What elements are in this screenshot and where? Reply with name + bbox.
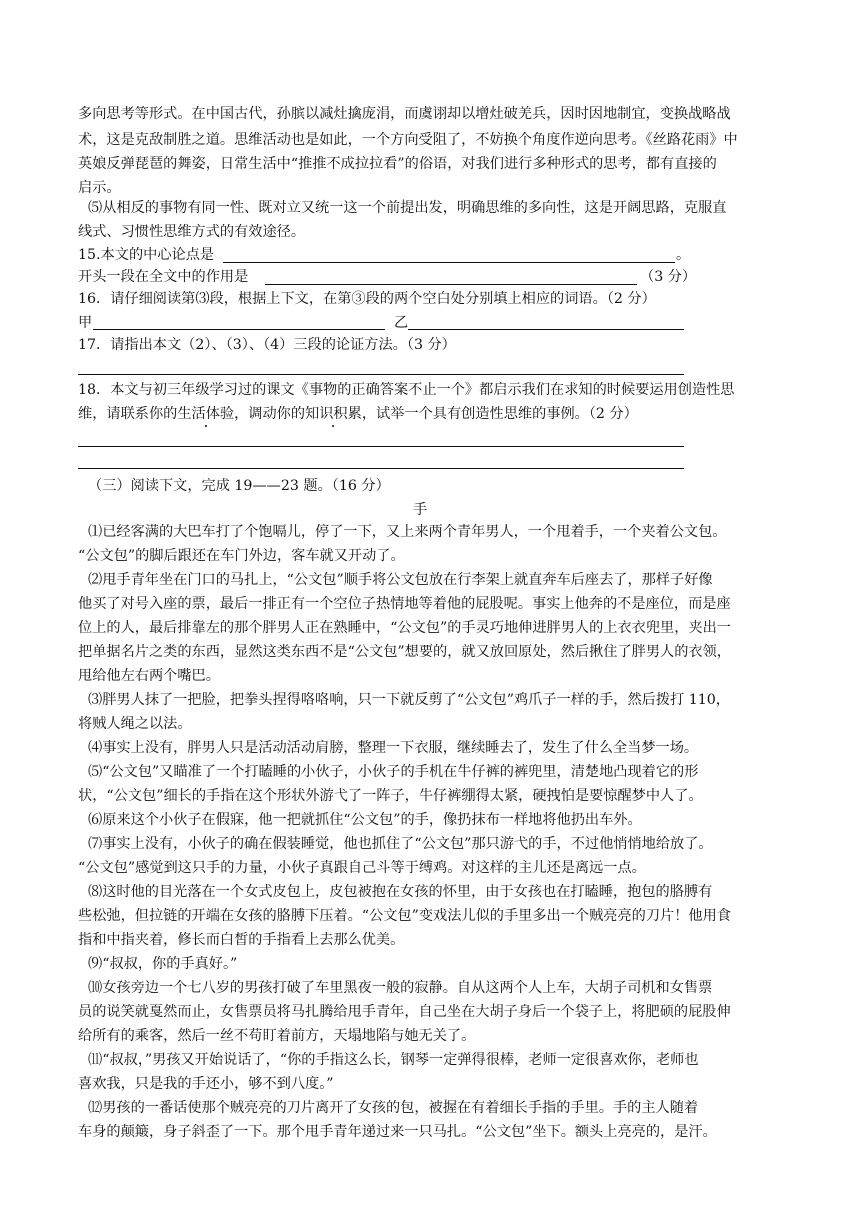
- story-p2-line-4: 把单据名片之类的东西，显然这类东西不是“公文包”想要的，就又放回原处，然后揪住了胖男人的衣领，: [78, 644, 731, 660]
- story-p3-line-1: ⑶胖男人抹了一把脸，把拳头捏得咯咯响，只一下就反剪了“公文包”鸡爪子一样的手，然后拨打 110，: [88, 692, 730, 708]
- answer-blank-17: [78, 374, 684, 375]
- story-p4-line-1: ⑷事实上没有，胖男人只是活动活动肩膀，整理一下衣服，继续睡去了，发生了什么全当梦一场。: [88, 740, 699, 756]
- answer-blank-16-jia: [93, 329, 385, 330]
- answer-blank-15b: [265, 284, 637, 285]
- q18-text-e: ，试举一个具有创造性思维的事例。（2 分）: [361, 406, 638, 422]
- story-p3-line-2: 将贼人绳之以法。: [78, 716, 192, 732]
- story-p11-line-1: ⑾“叔叔，”男孩又开始说话了，“你的手指这么长，钢琴一定弹得很棒，老师一定很喜欢你，老师也: [88, 1052, 699, 1068]
- intro-line-2: 术，这是克敌制胜之道。思维活动也是如此，一个方向受阻了，不妨换个角度作逆向思考。《丝路花雨》中: [78, 132, 738, 148]
- q18-text-c: ，调动你的: [234, 406, 306, 422]
- story-p12-line-2: 车身的颠簸，身子斜歪了一下。那个甩手青年递过来一只马扎。“公文包”坐下。额头上亮亮的，是汗。: [78, 1124, 717, 1140]
- intro-line-3: 英娘反弹琵琶的舞姿，日常生活中“推推不成拉拉看”的俗语，对我们进行多种形式的思考，都有直接的: [78, 156, 717, 172]
- question-16-label-yi: 乙: [394, 315, 409, 331]
- story-p10-line-1: ⑽女孩旁边一个七八岁的男孩打破了车里黑夜一般的寂静。自从这两个人上车，大胡子司机和女售票: [88, 980, 713, 996]
- story-p2-line-1: ⑵甩手青年坐在门口的马扎上，“公文包”顺手将公文包放在行李架上就直奔车后座去了，那样子好像: [88, 572, 713, 588]
- q18-text-a: 维，请联系你的: [78, 406, 178, 422]
- para5-line-1: ⑸从相反的事物有同一性、既对立又统一这一个前提出发，明确思维的多向性，这是开阔思路，克服直: [88, 200, 727, 216]
- story-p10-line-2: 员的说笑就戛然而止，女售票员将马扎腾给甩手青年，自己坐在大胡子身后一个袋子上，将肥硕的屁股伸: [78, 1004, 731, 1020]
- story-title: 手: [413, 502, 428, 518]
- section-3-heading: （三）阅读下文，完成 19——23 题。（16 分）: [88, 478, 390, 494]
- story-p2-line-5: 甩给他左右两个嘴巴。: [78, 668, 220, 684]
- question-15-prompt: 15.本文的中心论点是: [78, 247, 215, 263]
- story-p2-line-3: 位上的人，最后排靠左的那个胖男人正在熟睡中，“公文包”的手灵巧地伸进胖男人的上衣衣兜里，夹出一: [78, 620, 731, 636]
- story-p12-line-1: ⑿男孩的一番话使那个贼亮亮的刀片离开了女孩的包，被握在有着细长手指的手里。手的主人随着: [88, 1100, 699, 1116]
- story-p10-line-3: 给所有的乘客，然后一丝不苟盯着前方，天塌地陷与她无关了。: [78, 1028, 476, 1044]
- question-15-score: （3 分）: [640, 269, 697, 285]
- answer-blank-16-yi: [408, 329, 684, 330]
- intro-line-4: 启示。: [78, 180, 121, 196]
- story-p6-line-1: ⑹原来这个小伙子在假寐，他一把就抓住“公文包”的手，像扔抹布一样地将他扔出车外。: [88, 812, 642, 828]
- story-p8-line-3: 指和中指夹着，修长而白皙的手指看上去那么优美。: [78, 932, 405, 948]
- q18-emphasis-life-experience: 生活体验: [177, 406, 235, 422]
- question-18-line-1: 18．本文与初三年级学习过的课文《事物的正确答案不止一个》都启示我们在求知的时候要运用创造性思: [78, 382, 735, 398]
- answer-blank-18a: [78, 446, 684, 447]
- answer-blank-18b: [78, 468, 684, 469]
- story-p1-line-2: “公文包”的脚后跟还在车门外边，客车就又开动了。: [78, 548, 405, 564]
- story-p11-line-2: 喜欢我，只是我的手还小，够不到八度。”: [78, 1076, 334, 1092]
- question-16-prompt: 16．请仔细阅读第⑶段，根据上下文，在第③段的两个空白处分别填上相应的词语。（2 分）: [78, 291, 656, 307]
- story-p5-line-1: ⑸“公文包”又瞄准了一个打瞌睡的小伙子，小伙子的手机在牛仔裤的裤兜里，清楚地凸现着它的形: [88, 764, 699, 780]
- intro-line-1: 多向思考等形式。在中国古代，孙膑以减灶擒庞涓，而虞诩却以增灶破羌兵，因时因地制宜，变换战略战: [78, 106, 731, 122]
- story-p8-line-1: ⑻这时他的目光落在一个女式皮包上，皮包被抱在女孩的怀里，由于女孩也在打瞌睡，抱包的胳膊有: [88, 884, 713, 900]
- story-p5-line-2: 状，“公文包”细长的手指在这个形状外游弋了一阵子，牛仔裤绷得太紧，硬拽怕是要惊醒梦中人了。: [78, 788, 703, 804]
- q18-emphasis-knowledge: 知识积累: [305, 406, 362, 422]
- para5-line-2: 线式、习惯性思维方式的有效途径。: [78, 224, 306, 240]
- story-p7-line-2: “公文包”感觉到这只手的力量，小伙子真跟自己斗等于缚鸡。对这样的主儿还是离远一点。: [78, 860, 646, 876]
- question-16-label-jia: 甲: [78, 315, 93, 331]
- story-p8-line-2: 些松弛，但拉链的开端在女孩的胳膊下压着。“公文包”变戏法儿似的手里多出一个贼亮亮的刀片！他用食: [78, 908, 731, 924]
- question-18-line-2: [78, 404, 638, 424]
- question-17-prompt: 17．请指出本文（2）、（3）、（4）三段的论证方法。（3 分）: [78, 337, 456, 353]
- question-15-period: 。: [676, 247, 691, 263]
- answer-blank-15a: [223, 262, 675, 263]
- story-p9-line-1: ⑼“叔叔，你的手真好。”: [88, 956, 238, 972]
- question-15-role-prompt: 开头一段在全文中的作用是: [78, 269, 249, 285]
- story-p1-line-1: ⑴已经客满的大巴车打了个饱嗝儿，停了一下，又上来两个青年男人，一个甩着手，一个夹着公文包。: [88, 524, 727, 540]
- story-p7-line-1: ⑺事实上没有，小伙子的确在假装睡觉，他也抓住了“公文包”那只游弋的手，不过他悄悄地给放了。: [88, 836, 713, 852]
- story-p2-line-2: 他买了对号入座的票，最后一排正有一个空位子热情地等着他的屁股呢。事实上他奔的不是座位，而是座: [78, 596, 731, 612]
